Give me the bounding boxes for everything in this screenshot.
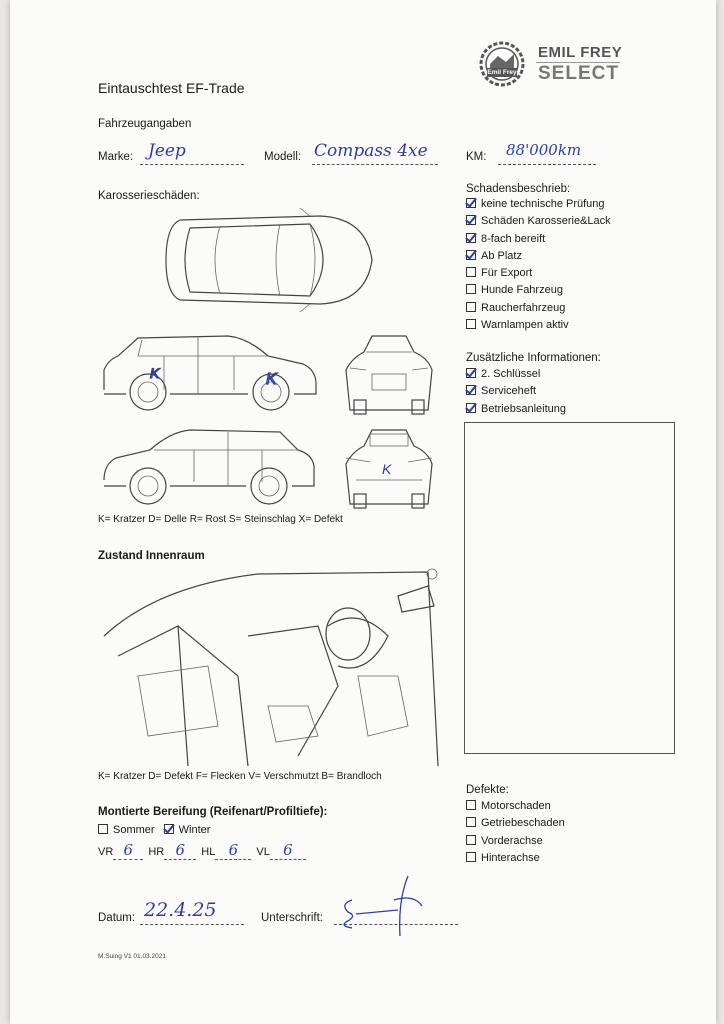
emblem-text: Emil Frey xyxy=(487,69,517,76)
interior-legend: K= Kratzer D= Defekt F= Flecken V= Verschmutzt B= Brandloch xyxy=(98,771,382,782)
body-damage-heading: Karosserieschäden: xyxy=(98,190,200,202)
additional-info-checkbox[interactable] xyxy=(466,368,476,378)
notes-box[interactable] xyxy=(464,422,675,754)
summer-label: Sommer xyxy=(113,824,155,836)
defects-heading: Defekte: xyxy=(466,784,509,796)
marke-label: Marke: xyxy=(98,151,134,163)
defect-item xyxy=(466,815,565,832)
damage-description-item xyxy=(466,300,611,317)
km-value: 88'000km xyxy=(506,141,582,159)
winter-checkbox[interactable] xyxy=(164,824,174,834)
damage-description-item xyxy=(466,196,611,213)
damage-description-item xyxy=(466,213,611,230)
brand-line1: EMIL FREY xyxy=(538,44,623,61)
additional-info-label: 2. Schlüssel xyxy=(481,368,541,380)
defect-label: Motorschaden xyxy=(481,800,551,812)
version-label: M.Suing V1 01.03.2021 xyxy=(98,953,166,960)
modell-label: Modell: xyxy=(264,151,302,163)
additional-info-item xyxy=(466,383,566,400)
tires-type-row xyxy=(98,822,210,839)
defect-label: Getriebeschaden xyxy=(481,817,565,830)
damage-mark-left: K xyxy=(150,365,160,381)
hr-label: HR xyxy=(148,846,165,858)
defect-item xyxy=(466,850,565,867)
emil-frey-emblem xyxy=(478,40,526,88)
damage-description-list xyxy=(466,196,611,334)
damage-description-label: Für Export xyxy=(481,267,533,280)
additional-info-list xyxy=(466,366,566,418)
defect-label: Vorderachse xyxy=(481,834,543,847)
damage-description-item xyxy=(466,265,611,282)
additional-info-label: Serviceheft xyxy=(481,385,537,398)
handwritten-signature xyxy=(338,870,428,940)
hl-label: HL xyxy=(201,846,216,858)
car-interior-diagram xyxy=(98,566,446,770)
car-top-view-diagram xyxy=(160,206,380,314)
damage-description-label: Ab Platz xyxy=(481,249,522,262)
tire-depth-row xyxy=(98,842,306,861)
damage-description-label: keine technische Prüfung xyxy=(481,198,605,210)
additional-info-label: Betriebsanleitung xyxy=(481,402,567,415)
additional-info-item xyxy=(466,366,566,383)
body-damage-legend: K= Kratzer D= Delle R= Rost S= Steinschlag X= Defekt xyxy=(98,514,343,525)
damage-description-label: 8-fach bereift xyxy=(481,232,546,245)
car-side-left-diagram xyxy=(98,330,320,416)
damage-description-checkbox[interactable] xyxy=(466,233,476,243)
hl-value: 6 xyxy=(215,842,251,860)
defects-list xyxy=(466,798,565,867)
defect-checkbox[interactable] xyxy=(466,835,476,845)
marke-value: Jeep xyxy=(148,141,186,161)
damage-description-checkbox[interactable] xyxy=(466,198,476,208)
damage-description-label: Warnlampen aktiv xyxy=(481,319,569,332)
damage-description-checkbox[interactable] xyxy=(466,267,476,277)
car-rear-diagram xyxy=(336,424,440,510)
defect-checkbox[interactable] xyxy=(466,852,476,862)
damage-description-checkbox[interactable] xyxy=(466,215,476,225)
hr-value: 6 xyxy=(164,842,196,860)
damage-description-item xyxy=(466,317,611,334)
additional-info-checkbox[interactable] xyxy=(466,385,476,395)
vr-value: 6 xyxy=(113,842,143,860)
damage-description-item xyxy=(466,248,611,265)
damage-description-checkbox[interactable] xyxy=(466,250,476,260)
damage-description-item xyxy=(466,231,611,248)
defect-item xyxy=(466,833,565,850)
damage-mark-right: K xyxy=(266,371,277,388)
tires-heading: Montierte Bereifung (Reifenart/Profiltiefe): xyxy=(98,806,328,818)
summer-checkbox[interactable] xyxy=(98,824,108,834)
brand-line2: SELECT xyxy=(538,63,619,84)
defect-item xyxy=(466,798,565,815)
damage-description-heading: Schadensbeschrieb: xyxy=(466,183,571,195)
vr-label: VR xyxy=(98,846,114,858)
damage-mark-rear: K xyxy=(382,461,392,477)
defect-checkbox[interactable] xyxy=(466,817,476,827)
additional-info-checkbox[interactable] xyxy=(466,403,476,413)
car-side-right-diagram xyxy=(98,424,320,510)
damage-description-checkbox[interactable] xyxy=(466,284,476,294)
date-label: Datum: xyxy=(98,912,136,924)
date-value: 22.4.25 xyxy=(144,899,217,921)
vl-value: 6 xyxy=(270,842,306,860)
page-title: Eintauschtest EF-Trade xyxy=(98,80,245,96)
additional-info-item xyxy=(466,401,566,418)
signature-label: Unterschrift: xyxy=(261,912,323,924)
km-label: KM: xyxy=(466,151,487,163)
winter-label: Winter xyxy=(178,824,211,836)
defect-label: Hinterachse xyxy=(481,851,540,864)
vehicle-heading: Fahrzeugangaben xyxy=(98,118,192,130)
vl-label: VL xyxy=(256,846,270,858)
additional-info-heading: Zusätzliche Informationen: xyxy=(466,352,601,364)
damage-description-item xyxy=(466,282,611,299)
defect-checkbox[interactable] xyxy=(466,800,476,810)
car-front-diagram xyxy=(336,330,440,416)
damage-description-checkbox[interactable] xyxy=(466,302,476,312)
damage-description-label: Hunde Fahrzeug xyxy=(481,284,563,297)
modell-value: Compass 4xe xyxy=(314,141,428,161)
damage-description-label: Raucherfahrzeug xyxy=(481,301,566,314)
damage-description-checkbox[interactable] xyxy=(466,319,476,329)
interior-heading: Zustand Innenraum xyxy=(98,550,205,562)
form-page xyxy=(10,0,716,1024)
damage-description-label: Schäden Karosserie&Lack xyxy=(481,215,611,228)
